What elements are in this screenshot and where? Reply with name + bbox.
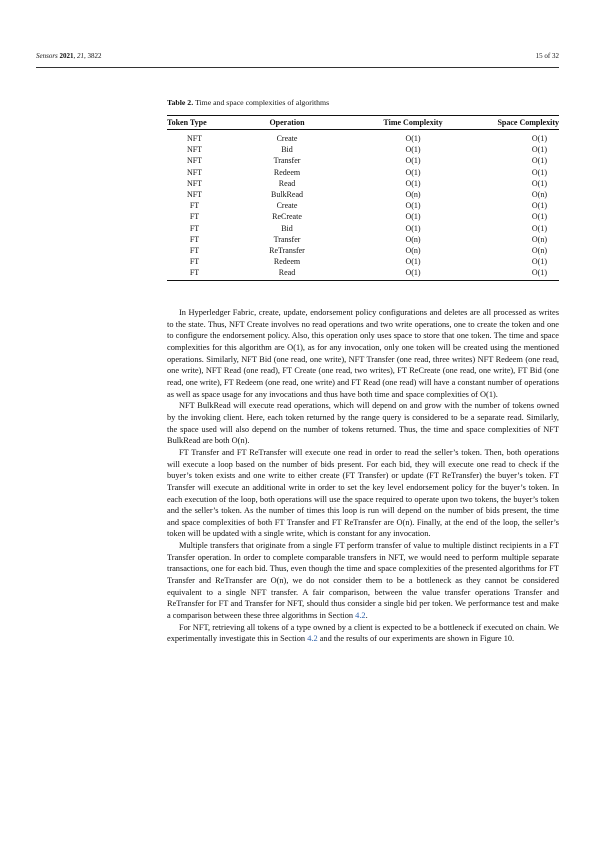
cell-time-complexity: O(1) [405, 223, 421, 233]
body-paragraph [167, 447, 559, 540]
cell-operation: Bid [281, 223, 293, 233]
cell-space-complexity: O(1) [531, 167, 547, 177]
cell-token-type: FT [189, 212, 200, 222]
cell-space-complexity: O(n) [531, 246, 547, 256]
body-paragraph [167, 307, 559, 400]
table-row [167, 155, 559, 166]
table-header-row [167, 116, 559, 130]
complexity-table [167, 115, 559, 281]
col-header-space-complexity: Space Complexity [474, 116, 559, 130]
section-link[interactable]: 4.2 [307, 634, 318, 644]
section-link[interactable]: 4.2 [355, 611, 366, 621]
cell-operation: Create [276, 201, 298, 211]
table-row [167, 245, 559, 256]
cell-time-complexity: O(n) [405, 234, 421, 244]
header-rule [36, 67, 559, 68]
cell-space-complexity: O(1) [531, 201, 547, 211]
table-row [167, 267, 559, 280]
table-row [167, 211, 559, 222]
paragraph-text: FT Transfer and FT ReTransfer will execute one read in order to read the seller’s token. Then, both operations will execute a loop based on the number of bids present. For each bid, they will execute one read to check if the buyer’s token exists and one write to either create (FT Transfer) or update (FT ReTransfer) the buyer’s token. FT Transfer will execute an additional write in order to set the key level endorsement policy for the buyer’s token. In each execution of the loop, both operations will use the space required to operate upon two tokens, the buyer’s token and the seller’s token. As the number of times this loop is run will depend on the number of bids present, the time and space complexities of both FT Transfer and FT ReTransfer are O(n). Finally, at the end of the loop, the seller’s token will be updated with a single write, which is constant for any invocation. [167, 447, 559, 539]
cell-operation: Create [276, 134, 298, 143]
cell-time-complexity: O(1) [405, 134, 421, 143]
cell-space-complexity: O(1) [531, 178, 547, 188]
cell-token-type: NFT [186, 156, 203, 166]
cell-space-complexity: O(1) [474, 267, 559, 280]
cell-operation: ReTransfer [269, 246, 305, 256]
cell-operation: BulkRead [271, 190, 303, 200]
paragraph-text: In Hyperledger Fabric, create, update, endorsement policy configurations and deletes are all processed as writes to the state. Thus, NFT Create involves no read operations and two write operations, one to create the token and one to configure the endorsement policy. Also, this operation only uses space to store that one token. The time and space complexities for this algorithm are O(1), as for any invocation, only one token will be created using the mentioned operations. Similarly, NFT Bid (one read, one write), NFT Transfer (one read, three writes) NFT Redeem (one read, one write), NFT Read (one read), FT Create (one read, two writes), FT ReCreate (one read, one write), FT Bid (one read, one write), FT Redeem (one read, one write) and FT Read (one read) will have a constant number of operations as well as space usage for any invocations and thus have both time and space complexities of O(1). [167, 308, 559, 399]
table-row [167, 189, 559, 200]
paragraph-text-tail: and the results of our experiments are shown in Figure 10. [317, 634, 515, 644]
col-header-time-complexity: Time Complexity [352, 116, 474, 130]
col-header-operation: Operation [222, 116, 352, 130]
col-header-token-type: Token Type [167, 116, 222, 130]
page-number: 15 of 32 [535, 52, 559, 60]
cell-token-type: FT [189, 246, 200, 256]
cell-operation: Transfer [273, 156, 301, 166]
cell-operation: Redeem [273, 257, 301, 267]
cell-time-complexity: O(n) [405, 246, 421, 256]
cell-operation: Redeem [273, 167, 301, 177]
paragraph-text: For NFT, retrieving all tokens of a type owned by a client is expected to be a bottleneck if executed on chain. We experimentally investigate this in Section [167, 622, 559, 644]
cell-time-complexity: O(1) [405, 178, 421, 188]
cell-time-complexity: O(1) [405, 201, 421, 211]
table-row [167, 223, 559, 234]
body-paragraph [167, 622, 559, 645]
cell-token-type: NFT [186, 178, 203, 188]
cell-time-complexity: O(1) [405, 212, 421, 222]
paragraph-text: Multiple transfers that originate from a single FT perform transfer of value to multiple distinct recipients in a FT Transfer operation. In order to complete comparable transfers in NFT, we would need to perform multiple separate transactions, one for each bid. Thus, even though the time and space complexities of the presented algorithms for FT Transfer and ReTransfer are O(n), we do not consider them to be a bottleneck as they cannot be considered equivalent to a single NFT transfer. A fair comparison, between the value transfer operations Transfer and ReTransfer for FT and Transfer for NFT, should thus consider a single bid per token. We performance test and make a comparison between these three algorithms in Section [167, 541, 559, 621]
table-row [167, 167, 559, 178]
table-label: Table 2. [167, 98, 194, 107]
journal-citation: Sensors 2021, 21, 3822 [36, 52, 102, 60]
table-row [167, 234, 559, 245]
cell-time-complexity: O(1) [405, 167, 421, 177]
cell-space-complexity: O(1) [531, 134, 547, 143]
cell-space-complexity: O(1) [531, 156, 547, 166]
table-row [167, 144, 559, 155]
paragraph-text: NFT BulkRead will execute read operations, which will depend on and grow with the number of tokens owned by the invoking client. Here, each token returned by the range query is considered to be a separate read. Similarly, the space used will also depend on the number of tokens returned. Thus, the time and space complexities of NFT BulkRead are both O(n). [167, 401, 559, 446]
table-caption [167, 98, 329, 107]
cell-token-type: NFT [186, 167, 203, 177]
cell-operation: ReCreate [272, 212, 302, 222]
body-paragraph [167, 400, 559, 447]
cell-token-type: FT [167, 267, 222, 280]
table-row [167, 256, 559, 267]
cell-operation: Transfer [273, 234, 301, 244]
table-row [167, 200, 559, 211]
table-body [167, 130, 559, 281]
cell-time-complexity: O(1) [405, 257, 421, 267]
cell-space-complexity: O(1) [531, 145, 547, 155]
journal-year: 2021 [59, 52, 74, 60]
cell-time-complexity: O(1) [352, 267, 474, 280]
body-paragraph [167, 540, 559, 622]
cell-operation: Bid [281, 145, 293, 155]
cell-time-complexity: O(n) [405, 190, 421, 200]
table-row [167, 130, 559, 145]
cell-space-complexity: O(1) [531, 223, 547, 233]
running-header [36, 52, 559, 64]
journal-name: Sensors [36, 52, 58, 60]
paragraph-text-tail: . [365, 611, 368, 621]
cell-operation: Read [222, 267, 352, 280]
cell-token-type: FT [189, 201, 200, 211]
cell-space-complexity: O(n) [531, 190, 547, 200]
body-text [167, 307, 559, 645]
cell-token-type: NFT [186, 190, 203, 200]
cell-token-type: FT [189, 234, 200, 244]
table-caption-text: Time and space complexities of algorithms [194, 98, 330, 107]
cell-token-type: FT [189, 257, 200, 267]
cell-time-complexity: O(1) [405, 145, 421, 155]
cell-operation: Read [278, 178, 296, 188]
cell-token-type: NFT [186, 145, 203, 155]
journal-volume: 21 [77, 52, 85, 60]
cell-space-complexity: O(1) [531, 257, 547, 267]
cell-space-complexity: O(1) [531, 212, 547, 222]
cell-token-type: NFT [186, 134, 203, 143]
table-row [167, 178, 559, 189]
cell-time-complexity: O(1) [405, 156, 421, 166]
article-number: 3822 [87, 52, 102, 60]
cell-token-type: FT [189, 223, 200, 233]
cell-space-complexity: O(n) [531, 234, 547, 244]
